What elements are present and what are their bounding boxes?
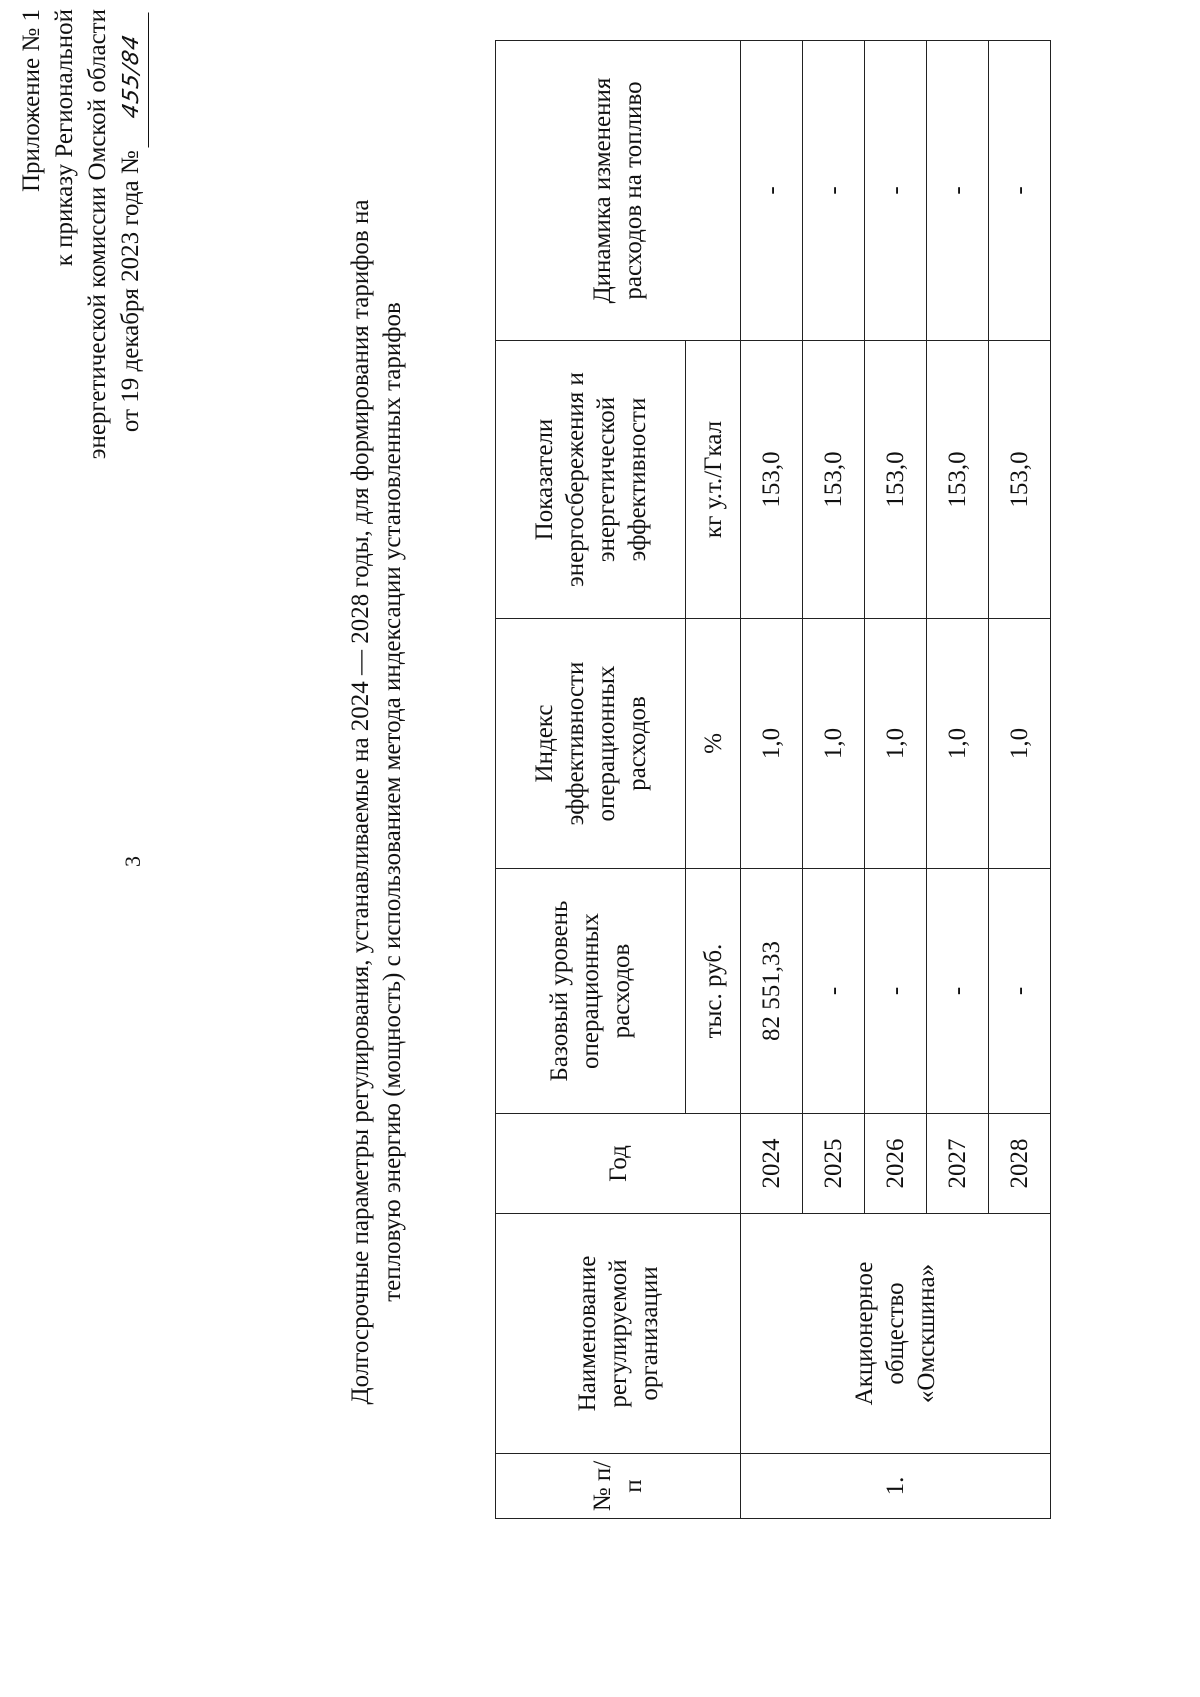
header-year: Год xyxy=(496,1114,741,1214)
energy-saving-cell: 153,0 xyxy=(803,341,865,619)
energy-saving-cell: 153,0 xyxy=(989,341,1051,619)
efficiency-index-cell: 1,0 xyxy=(989,619,1051,869)
base-level-cell: - xyxy=(803,869,865,1114)
title-line-2: тепловую энергию (мощность) с использованием метода индексации установленных тарифов xyxy=(379,302,406,1302)
appendix-line-2: к приказу Региональной xyxy=(51,9,78,267)
year-cell: 2024 xyxy=(741,1114,803,1214)
efficiency-index-cell: 1,0 xyxy=(865,619,927,869)
energy-saving-cell: 153,0 xyxy=(927,341,989,619)
base-level-cell: - xyxy=(927,869,989,1114)
appendix-block xyxy=(15,9,149,697)
efficiency-index-cell: 1,0 xyxy=(803,619,865,869)
fuel-dynamics-cell: - xyxy=(803,41,865,341)
fuel-dynamics-cell: - xyxy=(741,41,803,341)
year-cell: 2028 xyxy=(989,1114,1051,1214)
header-fuel-dynamics: Динамика изменения расходов на топливо xyxy=(496,41,741,341)
base-level-cell: 82 551,33 xyxy=(741,869,803,1114)
title-line-1: Долгосрочные параметры регулирования, устанавливаемые на 2024 — 2028 годы, для формирования тарифов на xyxy=(347,199,374,1405)
header-org-name: Наименование регулируемой организации xyxy=(496,1214,741,1454)
appendix-line-4 xyxy=(114,9,149,697)
org-name-cell: Акционерное общество «Омскшина» xyxy=(741,1214,1051,1454)
table-header-row xyxy=(496,41,686,1519)
efficiency-index-cell: 1,0 xyxy=(741,619,803,869)
unit-efficiency-index: % xyxy=(686,619,741,869)
energy-saving-cell: 153,0 xyxy=(865,341,927,619)
header-energy-saving: Показатели энергосбережения и энергетической эффективности xyxy=(496,341,686,619)
year-cell: 2027 xyxy=(927,1114,989,1214)
base-level-cell: - xyxy=(865,869,927,1114)
header-num: № п/п xyxy=(496,1454,741,1519)
header-efficiency-index: Индекс эффективности операционных расходов xyxy=(496,619,686,869)
fuel-dynamics-cell: - xyxy=(865,41,927,341)
energy-saving-cell: 153,0 xyxy=(741,341,803,619)
parameters-table xyxy=(495,40,1051,1519)
appendix-line-1: Приложение № 1 xyxy=(18,9,45,193)
fuel-dynamics-cell: - xyxy=(989,41,1051,341)
org-number-cell: 1. xyxy=(741,1454,1051,1519)
unit-base-level: тыс. руб. xyxy=(686,869,741,1114)
efficiency-index-cell: 1,0 xyxy=(927,619,989,869)
table-row xyxy=(741,41,803,1519)
page-number: 3 xyxy=(120,856,145,867)
fuel-dynamics-cell: - xyxy=(927,41,989,341)
year-cell: 2025 xyxy=(803,1114,865,1214)
document-title xyxy=(345,37,409,1567)
base-level-cell: - xyxy=(989,869,1051,1114)
order-date-prefix: от 19 декабря 2023 года № xyxy=(117,150,144,433)
header-base-level: Базовый уровень операционных расходов xyxy=(496,869,686,1114)
appendix-line-3: энергетической комиссии Омской области xyxy=(84,9,111,460)
unit-energy-saving: кг у.т./Гкал xyxy=(686,341,741,619)
year-cell: 2026 xyxy=(865,1114,927,1214)
order-number-handwritten: 455/84 xyxy=(115,5,149,147)
